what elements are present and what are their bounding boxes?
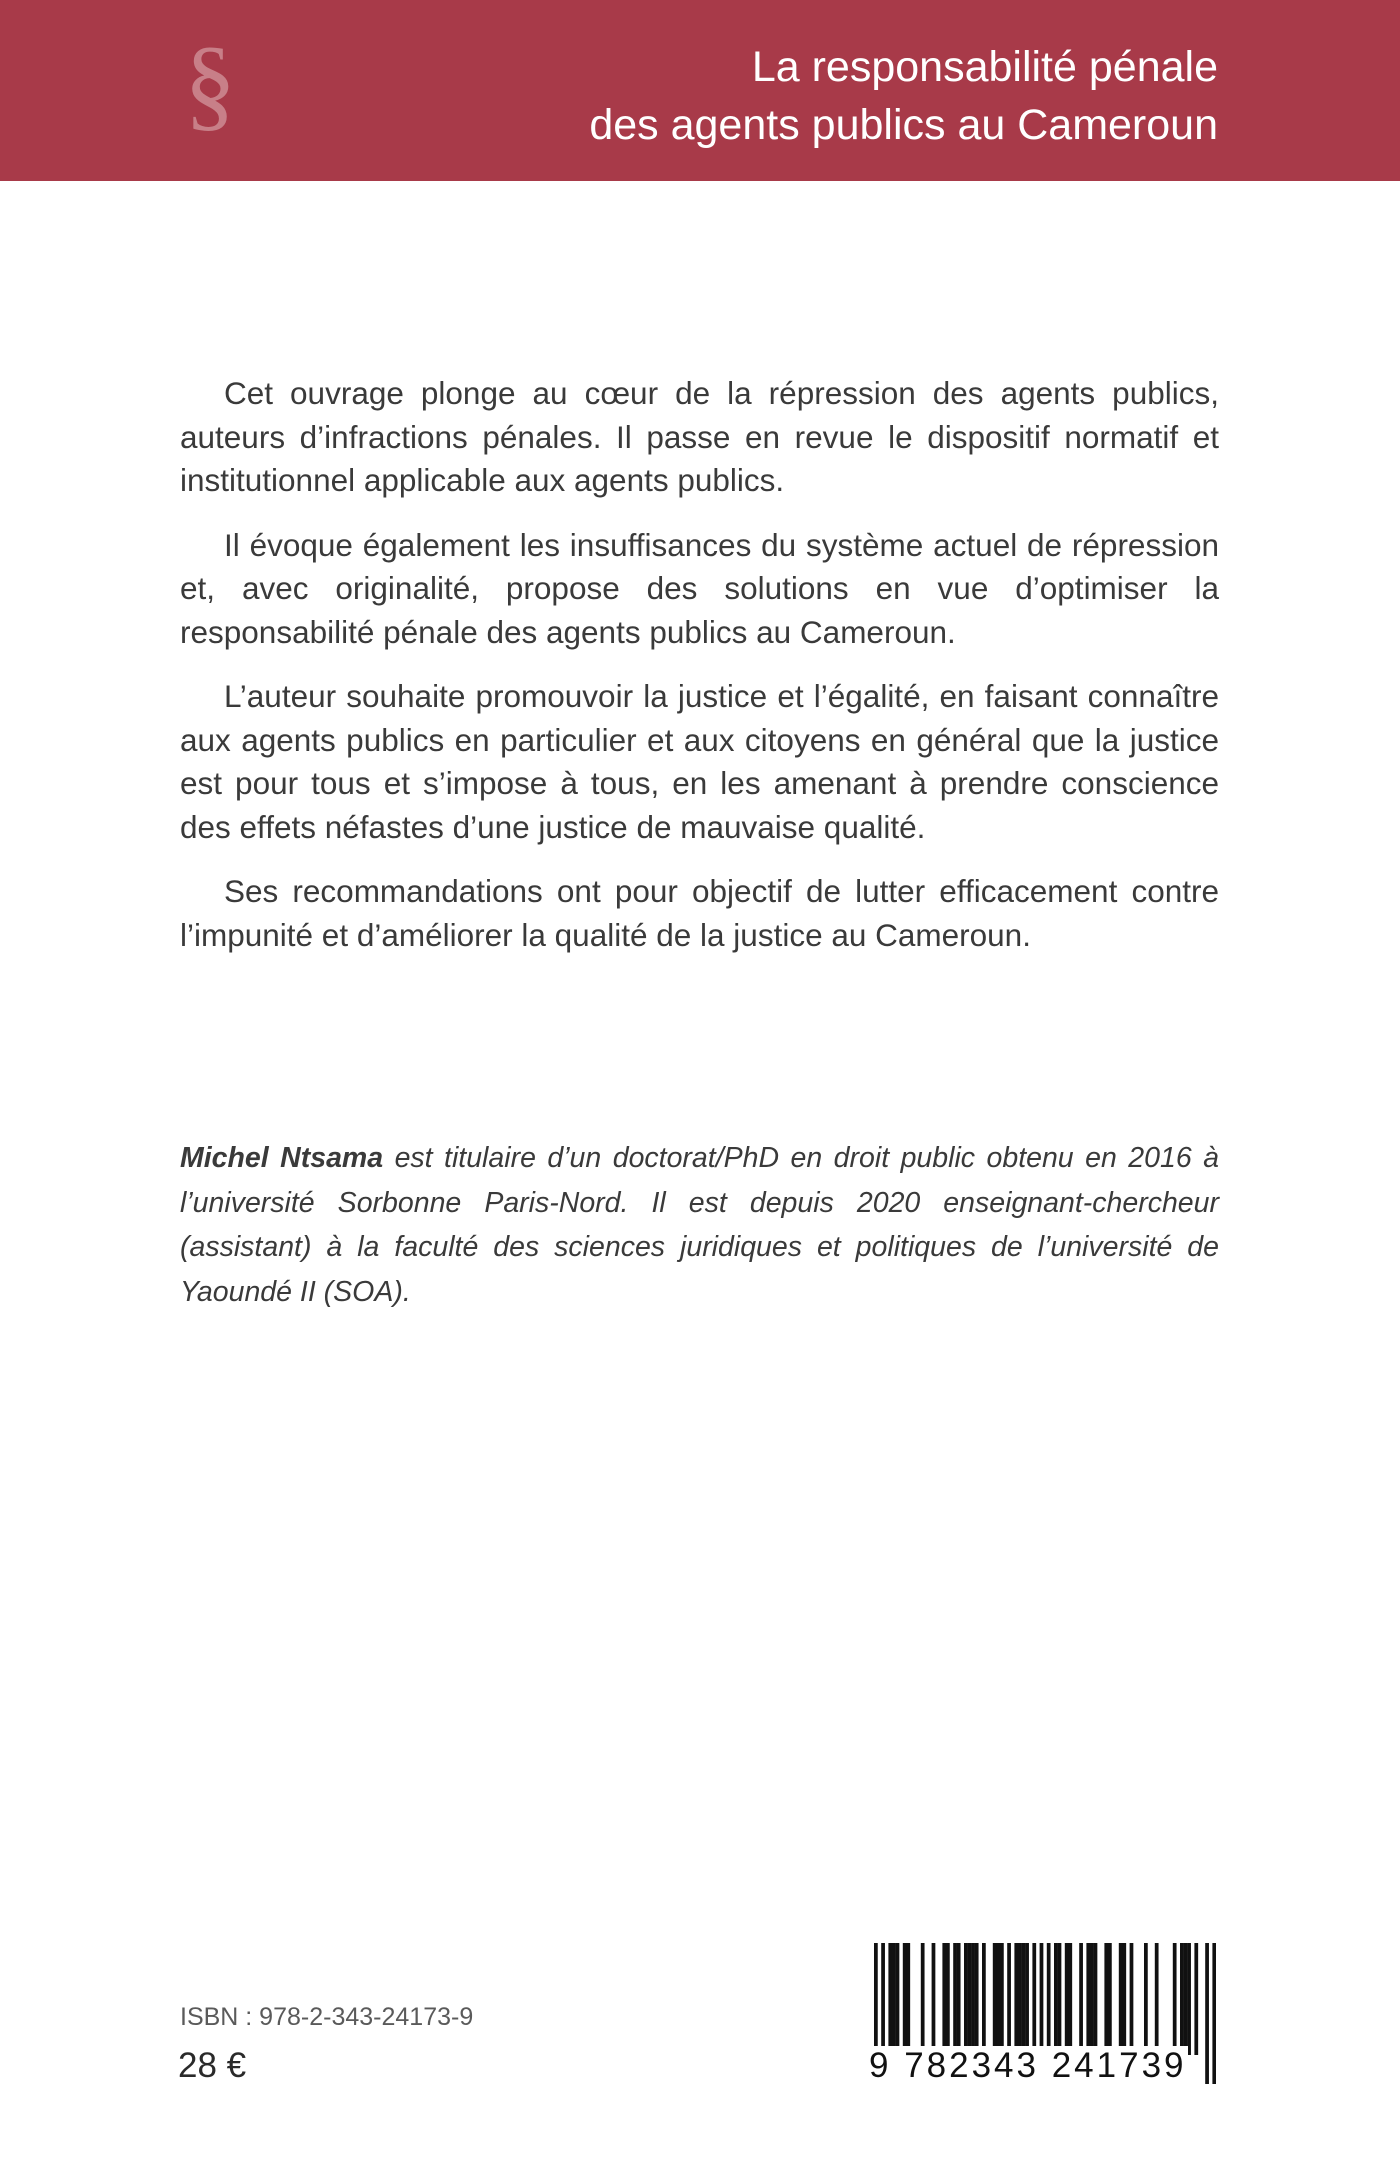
- barcode-bar: [953, 1943, 957, 2055]
- book-title-line-1: La responsabilité pénale: [751, 43, 1218, 91]
- barcode-bar: [982, 1943, 986, 2055]
- barcode-bar: [946, 1943, 950, 2055]
- barcode-bar: [906, 1943, 910, 2055]
- barcode-bar: [1007, 1943, 1011, 2055]
- barcode-bar: [888, 1943, 892, 2055]
- isbn: ISBN : 978-2-343-24173-9: [180, 2003, 474, 2031]
- barcode-bar: [903, 1943, 907, 2055]
- barcode-bar: [996, 1943, 1000, 2055]
- barcode-bar: [921, 1943, 925, 2055]
- book-title-line-2: des agents publics au Cameroun: [589, 101, 1218, 149]
- barcode-bar: [1090, 1943, 1094, 2055]
- barcode-bar: [1173, 1943, 1177, 2055]
- barcode-bar: [1032, 1943, 1036, 2055]
- barcode-bar: [1184, 1943, 1188, 2055]
- barcode-bar: [1054, 1943, 1058, 2055]
- blurb: [180, 372, 1219, 978]
- barcode-bar: [942, 1943, 946, 2055]
- barcode-bar: [1058, 1943, 1062, 2055]
- barcode-bar: [1065, 1943, 1069, 2055]
- barcode-bar: [1094, 1943, 1098, 2055]
- section-sign-icon: §: [184, 26, 236, 141]
- barcode-bar: [892, 1943, 896, 2055]
- blurb-paragraph-1: Cet ouvrage plonge au cœur de la répression des agents publics, auteurs d’infractions pénales. Il passe en revue le dispositif normatif et institutionnel applicable aux agents publics.: [180, 375, 1219, 498]
- blurb-paragraph-4: Ses recommandations ont pour objectif de lutter efficacement contre l’impunité et d’améliorer la qualité de la justice au Cameroun.: [180, 873, 1219, 953]
- barcode-bar: [1000, 1943, 1004, 2055]
- blurb-paragraph-2: Il évoque également les insuffisances du système actuel de répression et, avec originalité, propose des solutions en vue d’optimiser la responsabilité pénale des agents publics au Cameroun.: [180, 526, 1219, 650]
- barcode-bar: [1122, 1943, 1126, 2055]
- barcode-digits: 9 782343 241739: [869, 2046, 1187, 2085]
- book-title: [589, 38, 1218, 154]
- barcode-bar: [964, 1943, 968, 2055]
- barcode-bar: [1180, 1943, 1184, 2055]
- barcode-bar: [975, 1943, 979, 2055]
- barcode-bar: [993, 1943, 997, 2055]
- barcode-bar: [1018, 1943, 1022, 2055]
- barcode-bar: [1068, 1943, 1072, 2055]
- author-bio-text: est titulaire d’un doctorat/PhD en droit public obtenu en 2016 à l’université Sorbonne Paris-Nord. Il est depuis 2020 enseignant-chercheur (assistant) à la faculté des sciences juridiques et politiques de l’université de Yaoundé II (SOA).: [180, 1142, 1219, 1308]
- price: 28 €: [178, 2046, 247, 2085]
- barcode-bar: [1104, 1943, 1108, 2055]
- barcode-bar: [957, 1943, 961, 2055]
- barcode-bar: [1025, 1943, 1029, 2055]
- barcode-bar: [1130, 1943, 1134, 2055]
- barcode-bar: [1155, 1943, 1159, 2055]
- barcode-bar: [968, 1943, 972, 2055]
- barcode-bar: [1079, 1943, 1083, 2055]
- barcode-bar: [971, 1943, 975, 2055]
- author-bio: [180, 1136, 1219, 1314]
- barcode-bar: [1086, 1943, 1090, 2055]
- barcode-bar: [1144, 1943, 1148, 2055]
- barcode-bar: [1108, 1943, 1112, 2055]
- barcode-bar: [1187, 1943, 1191, 2055]
- header-band: [0, 0, 1400, 181]
- author-name: Michel Ntsama: [180, 1142, 384, 1174]
- blurb-paragraph-3: L’auteur souhaite promouvoir la justice et l’égalité, en faisant connaître aux agents publics en particulier et aux citoyens en général que la justice est pour tous et s’impose à tous, en les amenant à prendre conscience des effets néfastes d’une justice de mauvaise qualité.: [180, 678, 1219, 845]
- barcode-bar: [896, 1943, 900, 2055]
- barcode-bar: [932, 1943, 936, 2055]
- barcode-bar: [1022, 1943, 1026, 2055]
- barcode-bar: [1194, 1943, 1198, 2055]
- barcode-bar: [1119, 1943, 1123, 2055]
- barcode-bar: [1014, 1943, 1018, 2055]
